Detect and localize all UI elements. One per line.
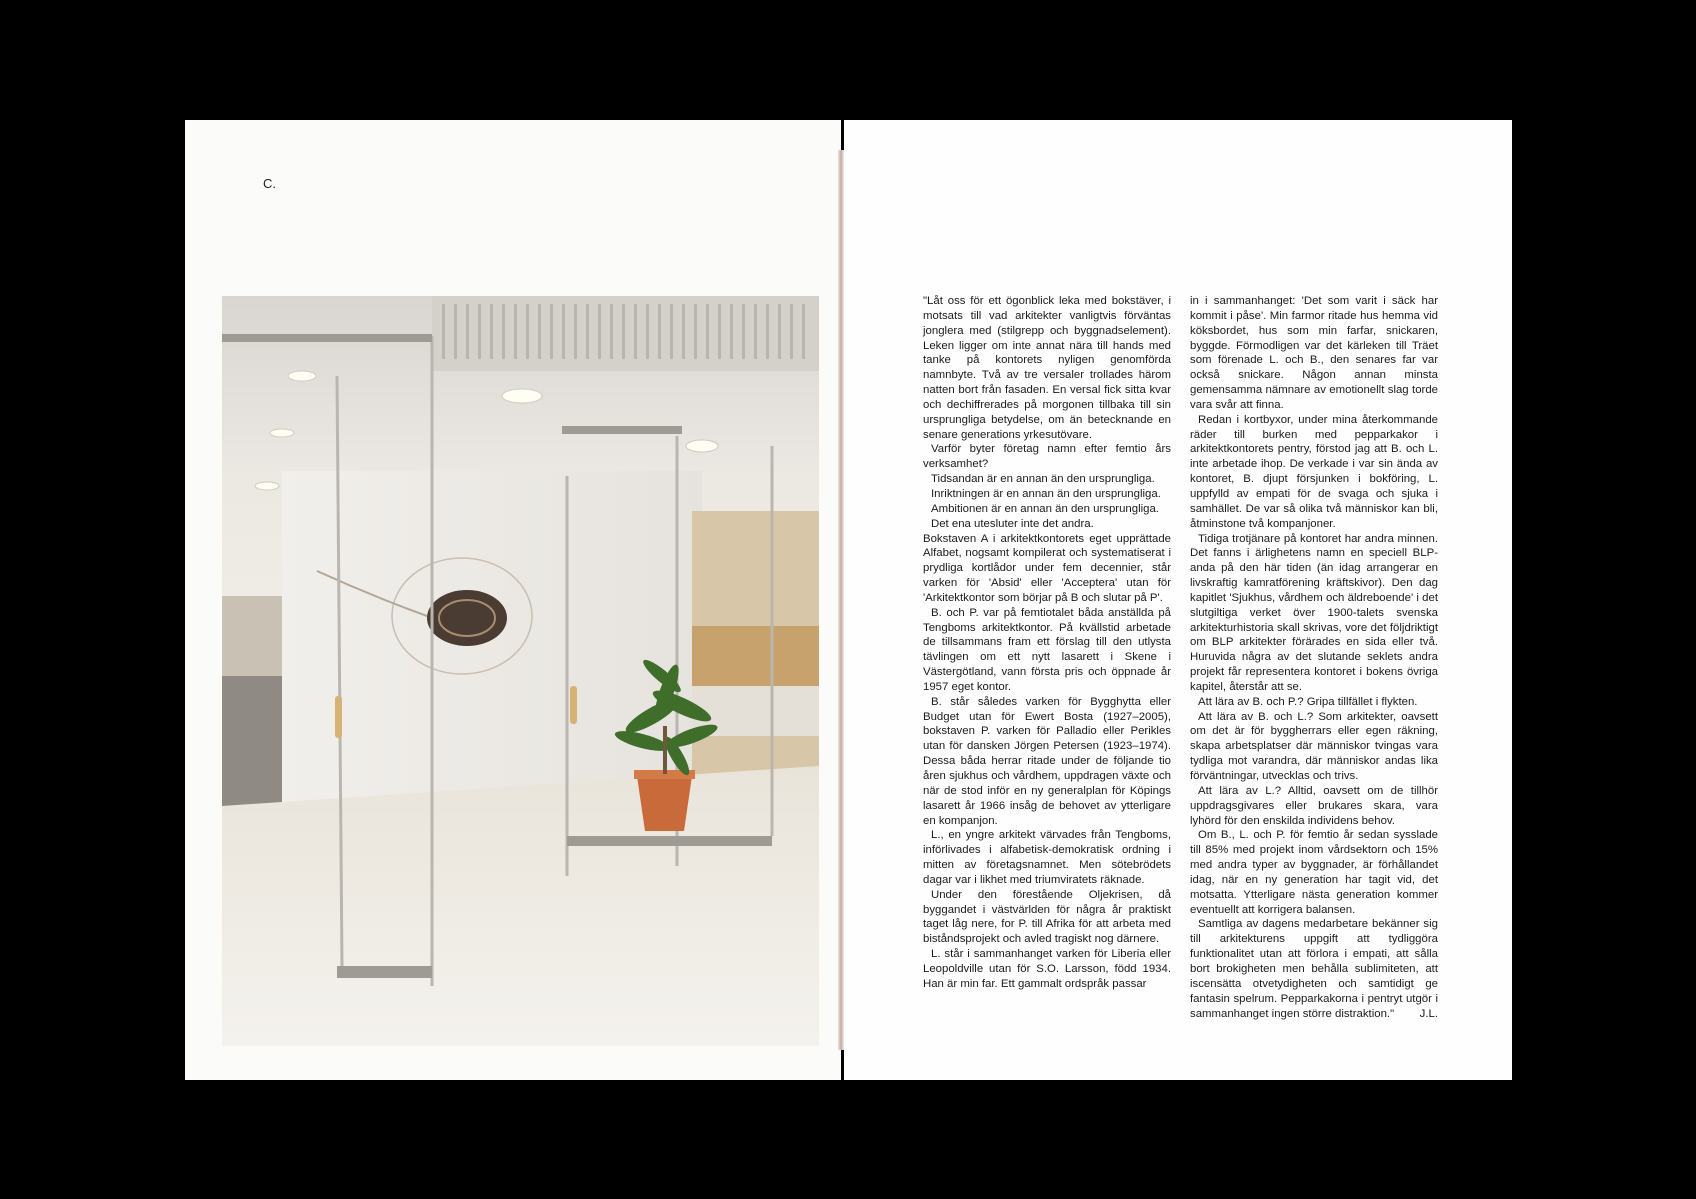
paragraph: in i sammanhanget: 'Det som varit i säck har kommit i påse'. Min farmor ritade hus hemma vid köksbordet, hus som min farfar, snickaren, byggde. Förmodligen var det kärleken till Träet som förenade L. och B., den senares far var också snickare. Någon annan minsta gemensamma nämnare av emotionellt slag torde vara svår att finna. (1190, 295, 1438, 411)
paragraph: Att lära av B. och P.? Gripa tillfället i flykten. (1198, 695, 1418, 708)
text-column-2 (1190, 294, 1438, 1021)
paragraph: Ambitionen är en annan än den ursprungliga. (931, 502, 1159, 515)
paragraph: Bokstaven A i arkitektkontorets eget upprättade Alfabet, nogsamt kompilerat och systematiserat i prydliga kortlådor under fem decennier, står varken för 'Absid' eller 'Acceptera' utan för 'Arkitektkontor som börjar på B och slutar på P'. (923, 532, 1171, 604)
author-signature: J.L. (1419, 1007, 1438, 1020)
paragraph: Att lära av L.? Alltid, oavsett om de tillhör uppdragsgivares eller brukares skara, vara lyhörd för den enskilda individens behov. (1190, 784, 1438, 827)
section-letter: C. (263, 176, 276, 191)
paragraph: Tidsandan är en annan än den ursprungliga. (931, 473, 1155, 486)
paragraph: Under den förestående Oljekrisen, då byggandet i västvärlden för några år praktiskt taget låg nere, for P. till Afrika för att arbeta med biståndsprojekt och avled tragiskt nog därnere. (923, 888, 1171, 946)
paragraph: "Låt oss för ett ögonblick leka med bokstäver, i motsats till vad arkitekter vanligtvis förväntas jonglera med (stilgrepp och byggnadselement). Leken ligger om inte annat nära till hands med tanke på kontorets nyligen genomförda namnbyte. Två av tre versaler trollades härom natten bort från fasaden. En versal fick sitta kvar och dechiffrerades på morgonen tillbaka till sin ursprungliga betydelse, om än betecknande en senare generations yrkesutövare. (923, 295, 1171, 441)
paragraph: Varför byter företag namn efter femtio års verksamhet? (923, 443, 1171, 471)
paragraph: B. och P. var på femtiotalet båda anställda på Tengboms arkitektkontor. På kvällstid arbetade de tillsammans fram ett förslag till den utlysta tävlingen om ett nytt lasarett i Skene i Västergötland, vann första pris och öppnade år 1957 eget kontor. (923, 606, 1171, 693)
paragraph: Om B., L. och P. för femtio år sedan sysslade till 85% med projekt inom vårdsektorn och 15% med andra typer av byggnader, är förhållandet idag, när en ny generation har tagit vid, det motsatta. Ytterligare nästa generation kommer eventuellt att korrigera balansen. (1190, 829, 1438, 916)
interior-photo (222, 296, 819, 1046)
paragraph: Redan i kortbyxor, under mina återkommande räder till burken med pepparkakor i arkitektkontorets pentry, förstod jag att B. och L. inte arbetade ihop. De verkade i var sin ända av kontoret, B. djupt försjunken i bokföring, L. uppfylld av empati för de svaga och sjuka i samhället. De var så olika två människor kan bli, åtminstone två kompanjoner. (1190, 413, 1438, 530)
paragraph: Det ena utesluter inte det andra. (931, 517, 1094, 530)
glass-entrance-illustration (222, 296, 819, 1046)
paragraph: L. står i sammanhanget varken för Liberia eller Leopoldville utan för S.O. Larsson, född 1934. Han är min far. Ett gammalt ordspråk passar (923, 948, 1171, 990)
text-column-1 (923, 294, 1171, 992)
right-page (844, 120, 1512, 1080)
paragraph: B. står således varken för Bygghytta eller Budget utan för Ewert Bosta (1927–2005), bokstaven P. varken för Palladio eller Perikles utan för dansken Jörgen Petersen (1923–1974). Dessa båda herrar ritade under de följande tio åren sjukhus och vårdhem, uppdragen växte och när de stod inför en ny generalplan för Köpings lasarett år 1966 insåg de behovet av ytterligare en kompanjon. (923, 695, 1171, 827)
left-page (185, 120, 841, 1080)
paragraph: L., en yngre arkitekt värvades från Tengboms, införlivades i alfabetisk-demokratisk ordning i mitten av företagsnamnet. Men sötebrödets dagar var i likhet med triumviratets räknade. (923, 829, 1171, 886)
paragraph: Att lära av B. och L.? Som arkitekter, oavsett om det är för byggherrars eller egen räkning, skapa arbetsplatser där människor tvingas vara tydliga mot varandra, där människor andas lika förväntningar, utvecklas och trivs. (1190, 710, 1438, 782)
paragraph: Tidiga trotjänare på kontoret har andra minnen. Det fanns i ärlighetens namn en speciell BLP-anda på den här tiden (än idag arrangerar en livskraftig kamratförening kräftskivor). Den dag kapitlet 'Sjukhus, vårdhem och äldreboende' i det slutgiltiga verket över 1900-talets svenska arkitekturhistoria skall skrivas, vore det följdriktigt om BLP arkitekter förärades en sida eller två. Huruvida några av det slutande seklets andra projekt får representera kontoret i bokens övriga kapitel, återstår att se. (1190, 532, 1438, 693)
paragraph: Inriktningen är en annan än den ursprungliga. (931, 487, 1161, 500)
paragraph-text: Samtliga av dagens medarbetare bekänner sig till arkitekturens uppgift att tydliggöra funktionalitet utan att förlora i empati, att sålla bort brokigheten men behålla sublimiteten, att iscensätta otvetydigheten och samtidigt ge fantasin spelrum. Pepparkakorna i pentryt utgör i sammanhanget ingen större distraktion." (1190, 918, 1438, 1020)
paragraph (1190, 917, 1438, 1021)
